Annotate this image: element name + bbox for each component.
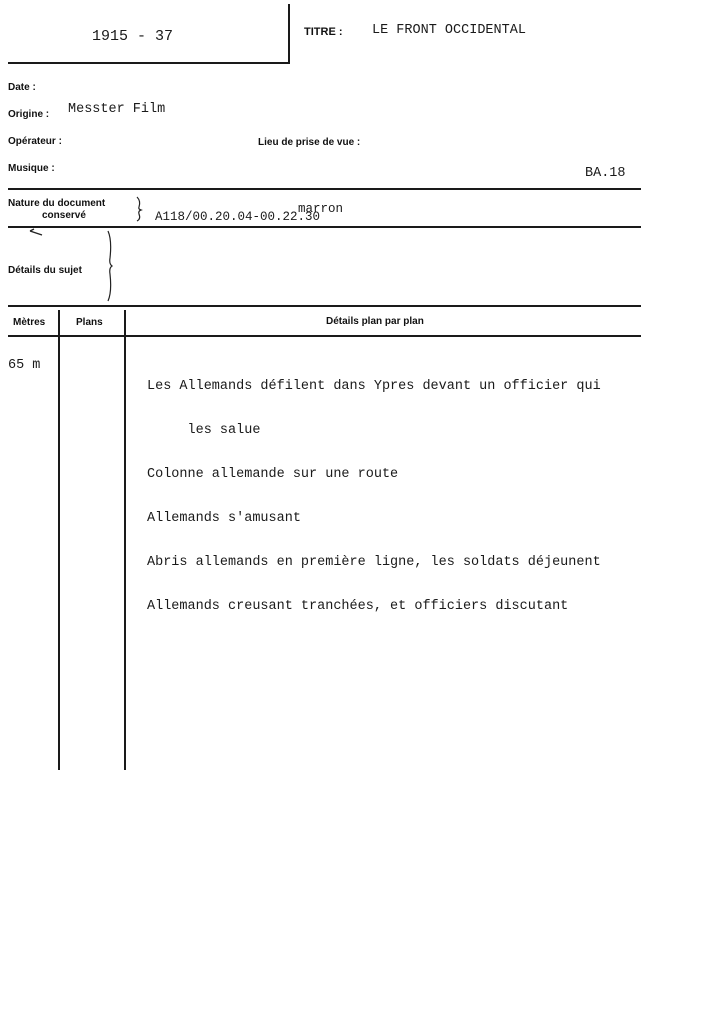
table-top-border — [8, 305, 641, 307]
details-line: Les Allemands défilent dans Ypres devant un officier qui — [147, 379, 601, 394]
header-box-bottom-border — [8, 62, 290, 64]
divider-line-1 — [8, 188, 641, 190]
reference-number: 1915 - 37 — [92, 28, 174, 45]
table-header-border — [8, 335, 641, 337]
details-line: Allemands s'amusant — [147, 511, 301, 526]
operateur-label: Opérateur : — [8, 136, 62, 147]
divider-line-2 — [8, 226, 641, 228]
column-header-metres: Mètres — [13, 317, 46, 328]
details-line: Colonne allemande sur une route — [147, 467, 399, 482]
musique-label: Musique : — [8, 163, 55, 174]
details-line: Allemands creusant tranchées, et officiers discutant — [147, 599, 569, 614]
nature-value: A118/00.20.04-00.22.30 — [155, 210, 321, 224]
origine-label: Origine : — [8, 109, 50, 120]
column-header-details: Détails plan par plan — [326, 316, 424, 327]
document-code: BA.18 — [585, 166, 626, 181]
title-value: LE FRONT OCCIDENTAL — [372, 23, 526, 38]
column-header-plans: Plans — [76, 317, 103, 328]
lieu-label: Lieu de prise de vue : — [258, 137, 361, 148]
column-separator-1 — [58, 310, 60, 770]
column-separator-2 — [124, 310, 126, 770]
title-label: TITRE : — [304, 26, 343, 38]
details-sujet-label: Détails du sujet — [8, 265, 82, 276]
details-list — [147, 350, 601, 629]
details-line: les salue — [147, 423, 261, 438]
nature-note: marron — [298, 202, 344, 216]
nature-brace-icon — [134, 196, 144, 222]
header-box-right-border — [288, 4, 290, 64]
origine-value: Messter Film — [68, 102, 166, 117]
details-line: Abris allemands en première ligne, les soldats déjeunent — [147, 555, 601, 570]
nature-label-line1: Nature du document — [8, 198, 106, 209]
corner-mark-icon — [28, 228, 44, 238]
metres-value: 65 m — [8, 358, 41, 373]
date-label: Date : — [8, 82, 36, 93]
nature-label-line2: conservé — [42, 210, 86, 221]
sujet-brace-icon — [104, 230, 114, 302]
